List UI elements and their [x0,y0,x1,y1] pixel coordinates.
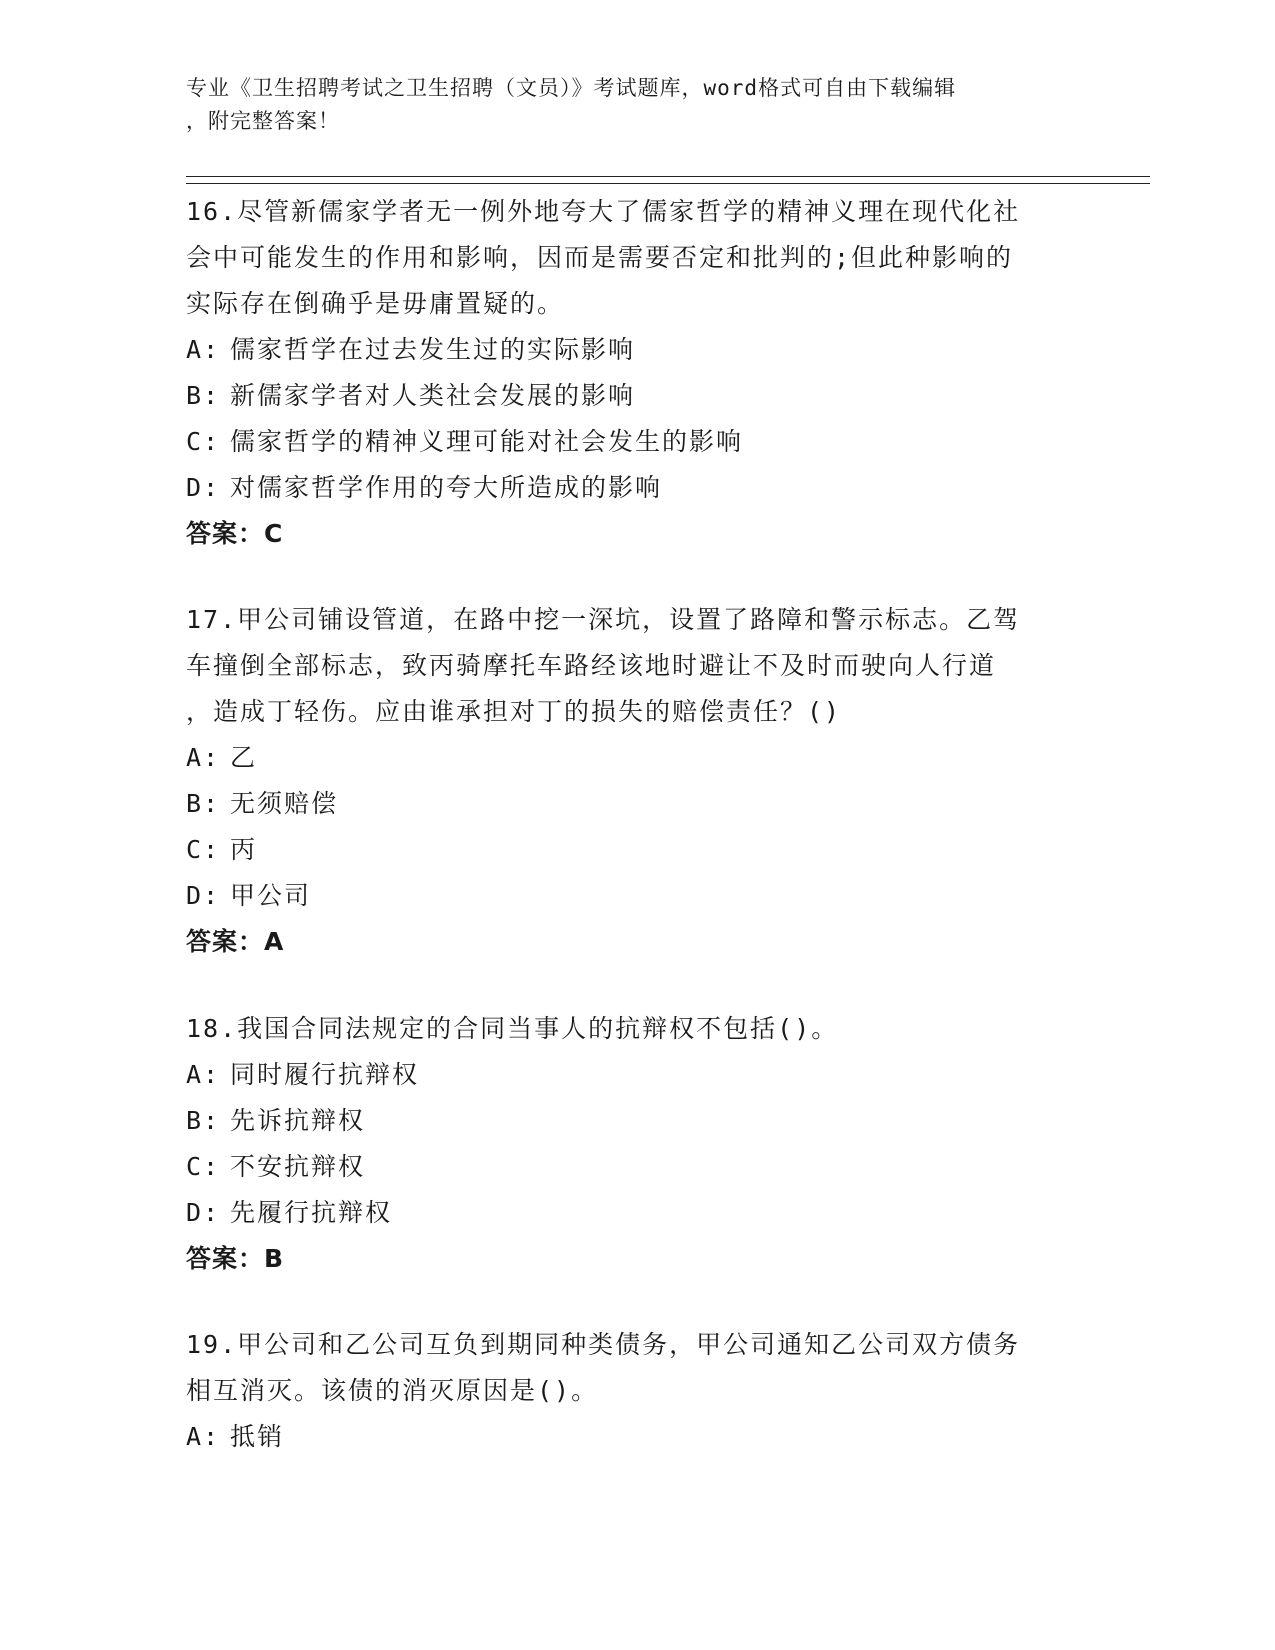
option-a [186,327,1086,373]
header-divider-bottom [186,183,1150,184]
question-text-line: 17.甲公司铺设管道，在路中挖一深坑，设置了路障和警示标志。乙驾 [186,605,1021,634]
option-text: 对儒家哲学作用的夸大所造成的影响 [230,473,663,502]
option-d [186,465,1086,511]
question-text-line: 车撞倒全部标志，致丙骑摩托车路经该地时避让不及时而驶向人行道 [186,651,997,680]
option-text: 甲公司 [230,881,312,910]
option-key: C: [186,1152,221,1181]
document-header [186,72,1066,138]
option-text: 丙 [230,835,258,864]
option-key: A: [186,335,221,364]
option-d [186,1190,1086,1236]
option-key: D: [186,881,221,910]
option-key: C: [186,835,221,864]
question-text-line: 相互消灭。该债的消灭原因是()。 [186,1376,599,1405]
answer-line: 答案：C [186,519,284,548]
option-text: 同时履行抗辩权 [230,1060,420,1089]
option-d [186,873,1086,919]
question-18 [186,1006,1086,1282]
option-b [186,373,1086,419]
option-a [186,735,1086,781]
option-c [186,1144,1086,1190]
question-text-line: 19.甲公司和乙公司互负到期同种类债务，甲公司通知乙公司双方债务 [186,1330,1021,1359]
question-text-line: 会中可能发生的作用和影响，因而是需要否定和批判的;但此种影响的 [186,243,1014,272]
answer-line: 答案：B [186,1244,285,1273]
option-text: 抵销 [230,1422,285,1451]
option-text: 无须赔偿 [230,789,339,818]
answer-line: 答案：A [186,927,285,956]
question-text-line: 18.我国合同法规定的合同当事人的抗辩权不包括()。 [186,1014,839,1043]
question-text-line: 16.尽管新儒家学者无一例外地夸大了儒家哲学的精神义理在现代化社 [186,197,1021,226]
option-key: A: [186,1060,221,1089]
option-c [186,827,1086,873]
question-17 [186,597,1086,965]
option-b [186,781,1086,827]
option-key: B: [186,789,221,818]
option-text: 新儒家学者对人类社会发展的影响 [230,381,636,410]
header-divider-top [186,176,1150,177]
option-key: A: [186,743,221,772]
option-a [186,1414,1086,1460]
option-b [186,1098,1086,1144]
option-text: 儒家哲学在过去发生过的实际影响 [230,335,636,364]
header-line-1: 专业《卫生招聘考试之卫生招聘（文员）》考试题库，word格式可自由下载编辑 [186,76,957,100]
option-key: A: [186,1422,221,1451]
option-key: C: [186,427,221,456]
option-key: B: [186,381,221,410]
option-text: 儒家哲学的精神义理可能对社会发生的影响 [230,427,744,456]
option-text: 先履行抗辩权 [230,1198,393,1227]
option-c [186,419,1086,465]
option-text: 不安抗辩权 [230,1152,366,1181]
question-text-line: 实际存在倒确乎是毋庸置疑的。 [186,289,565,318]
option-key: D: [186,1198,221,1227]
option-a [186,1052,1086,1098]
question-19 [186,1322,1086,1460]
question-text-line: ，造成丁轻伤。应由谁承担对丁的损失的赔偿责任？() [186,697,842,726]
option-text: 乙 [230,743,258,772]
option-text: 先诉抗辩权 [230,1106,366,1135]
option-key: D: [186,473,221,502]
question-16 [186,189,1086,557]
header-line-2: ，附完整答案！ [186,109,340,133]
option-key: B: [186,1106,221,1135]
